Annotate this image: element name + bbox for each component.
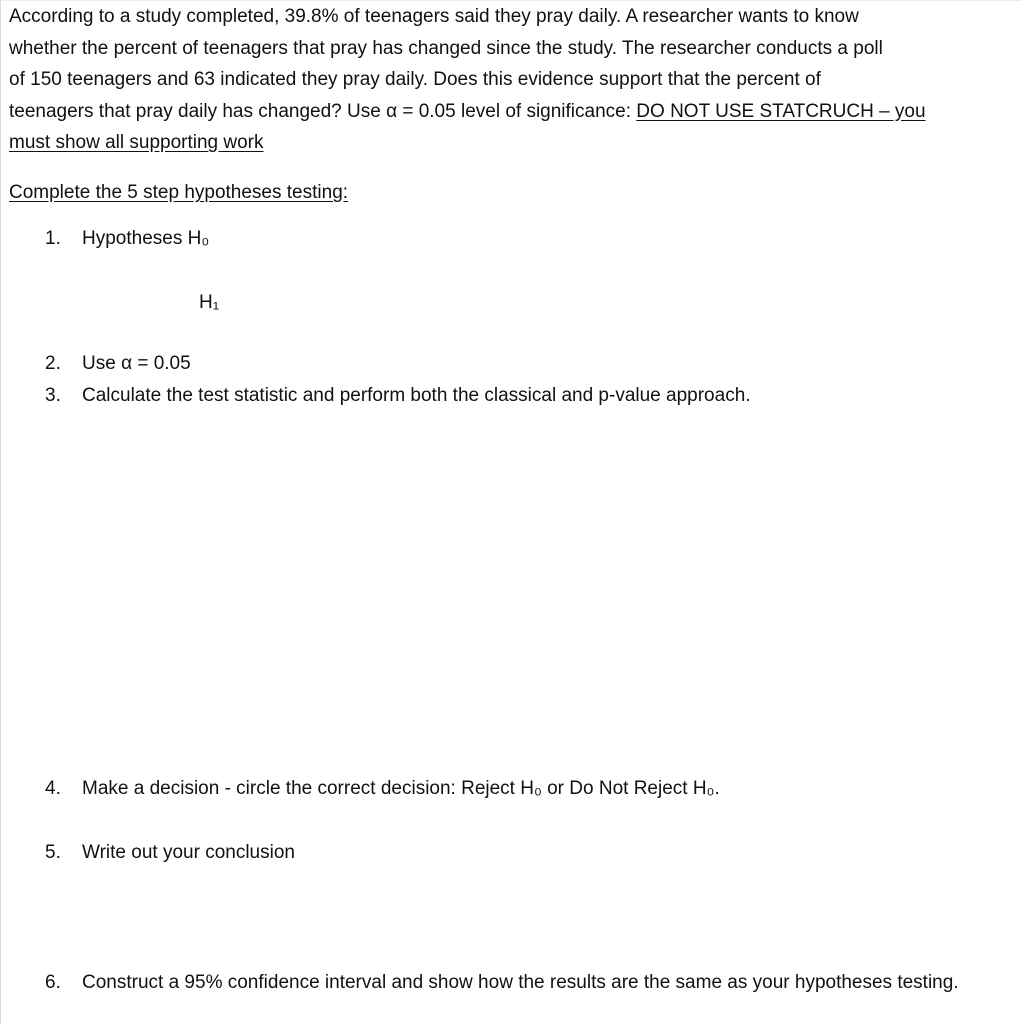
problem-line-text: teenagers that pray daily has changed? Use α = 0.05 level of significance:	[9, 100, 637, 122]
problem-line: of 150 teenagers and 63 indicated they pray daily. Does this evidence support that the percent of	[9, 69, 821, 90]
step-number: 2.	[45, 353, 61, 374]
alternative-hypothesis-label: H₁	[199, 292, 220, 313]
step-number: 6.	[45, 972, 61, 993]
step-4	[45, 775, 720, 803]
step-text: Use α = 0.05	[82, 353, 191, 374]
problem-line: According to a study completed, 39.8% of teenagers said they pray daily. A researcher wants to know	[9, 6, 859, 27]
step-number: 4.	[45, 778, 61, 799]
step-2	[45, 350, 191, 378]
step-3	[45, 382, 751, 410]
problem-line	[9, 96, 1009, 128]
instruction-underlined: DO NOT USE STATCRUCH – you	[636, 100, 926, 122]
step-text: Write out your conclusion	[82, 842, 295, 863]
step-number: 3.	[45, 385, 61, 406]
step-text: Calculate the test statistic and perform both the classical and p-value approach.	[82, 385, 751, 406]
section-title: Complete the 5 step hypotheses testing:	[9, 182, 349, 203]
step-1	[45, 225, 209, 253]
problem-line	[9, 127, 1009, 159]
problem-line: whether the percent of teenagers that pray has changed since the study. The researcher conducts a poll	[9, 37, 883, 59]
step-text: Make a decision - circle the correct decision: Reject H₀ or Do Not Reject H₀.	[82, 778, 720, 799]
step-number: 5.	[45, 842, 61, 863]
step-text: Construct a 95% confidence interval and show how the results are the same as your hypotheses testing.	[82, 972, 959, 993]
step-text: Hypotheses H₀	[82, 228, 210, 249]
instruction-underlined: must show all supporting work	[9, 132, 264, 153]
step-number: 1.	[45, 228, 61, 249]
step-5	[45, 839, 295, 867]
problem-statement	[9, 1, 1009, 159]
step-6	[45, 967, 982, 998]
